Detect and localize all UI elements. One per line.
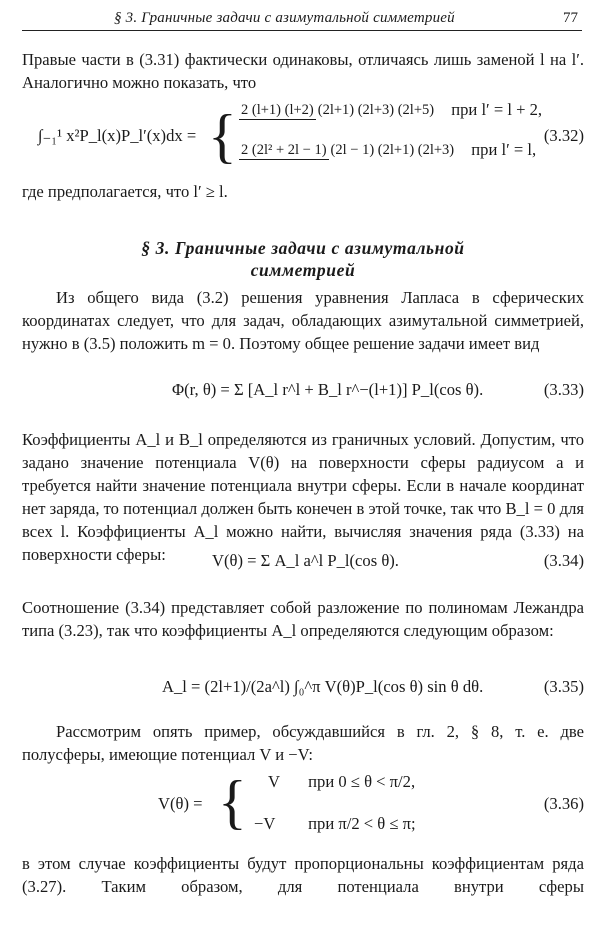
eq336-brace: { — [218, 769, 247, 835]
intro-paragraph: Правые части в (3.31) фактически одинаковы, отличаясь лишь заменой l на l′. Аналогично можно показать, что — [22, 50, 584, 92]
eq336-case2-val: −V — [254, 814, 276, 833]
equation-3-32 — [22, 100, 584, 180]
eq335-label: (3.35) — [543, 677, 584, 696]
eq336-case1 — [268, 772, 415, 792]
eq333-formula: Φ(r, θ) = Σ [A_l r^l + B_l r^−(l+1)] P_l(cos θ). — [172, 380, 484, 399]
eq332-case1 — [236, 100, 542, 120]
paragraph-1: Из общего вида (3.2) решения уравнения Лапласа в сферических координатах следует, что для задач, обладающих азимутальной симметрией, нужно в (3.5) положить m = 0. Поэтому общее решение задачи имеет вид — [22, 288, 584, 353]
page-number: 77 — [563, 10, 578, 26]
paragraph-5: в этом случае коэффициенты будут пропорциональны коэффициентам ряда (3.27). Таким образом, для потенциала внутри сферы — [22, 854, 584, 896]
eq334-label: (3.34) — [543, 551, 584, 570]
eq332-brace: { — [208, 103, 237, 169]
eq334-formula: V(θ) = Σ A_l a^l P_l(cos θ). — [212, 551, 399, 570]
running-header — [22, 4, 582, 31]
eq336-case1-val: V — [268, 772, 280, 791]
eq336-case1-cond: при 0 ≤ θ < π/2, — [308, 772, 416, 791]
eq332-lhs: ∫₋₁¹ x²P_l(x)P_l′(x)dx = — [38, 126, 197, 145]
equation-3-33 — [22, 374, 584, 414]
section-heading-line1: § 3. Граничные задачи с азимутальной — [141, 238, 465, 258]
eq332-case1-num: 2 (l+1) (l+2) — [241, 102, 314, 119]
equation-3-34 — [22, 545, 584, 585]
eq332-label: (3.32) — [543, 126, 584, 145]
eq332-case2-cond: при l′ = l, — [471, 140, 537, 159]
eq332-case1-den: (2l+1) (2l+3) (2l+5) — [317, 102, 435, 119]
eq336-case2-cond: при π/2 < θ ≤ π; — [308, 814, 416, 833]
section-heading-line2: симметрией — [250, 260, 356, 280]
eq333-label: (3.33) — [543, 380, 584, 399]
eq332-case2-num: 2 (2l² + 2l − 1) — [241, 142, 327, 159]
eq336-case2 — [254, 814, 416, 834]
paragraph-2: Коэффициенты A_l и B_l определяются из граничных условий. Допустим, что задано значение потенциала V(θ) на поверхности сферы радиусом a и требуется найти значение потенциала внутри сферы. Если в начале координат нет заряда, то потенциал должен быть конечен в этой точке, так что B_l = 0 для всех l. Коэффициенты A_l можно найти, вычисляя значения ряда (3.33) на поверхности сферы: — [22, 430, 584, 564]
assumption-line: где предполагается, что l′ ≥ l. — [22, 182, 228, 201]
running-title: § 3. Граничные задачи с азимутальной симметрией — [114, 10, 455, 26]
eq336-label: (3.36) — [543, 794, 584, 813]
eq336-lhs: V(θ) = — [158, 794, 203, 813]
eq332-case2-den: (2l − 1) (2l+1) (2l+3) — [330, 142, 455, 159]
paragraph-4: Рассмотрим опять пример, обсуждавшийся в гл. 2, § 8, т. е. две полусферы, имеющие потенциал V и −V: — [22, 722, 584, 764]
eq332-case2 — [236, 140, 536, 160]
equation-3-35 — [22, 665, 584, 713]
equation-3-36 — [22, 768, 584, 848]
eq335-formula: A_l = (2l+1)/(2a^l) ∫₀^π V(θ)P_l(cos θ) sin θ dθ. — [162, 677, 484, 696]
eq332-case1-cond: при l′ = l + 2, — [451, 100, 543, 119]
paragraph-3: Соотношение (3.34) представляет собой разложение по полиномам Лежандра типа (3.23), так что коэффициенты A_l определяются следующим образом: — [22, 598, 584, 640]
